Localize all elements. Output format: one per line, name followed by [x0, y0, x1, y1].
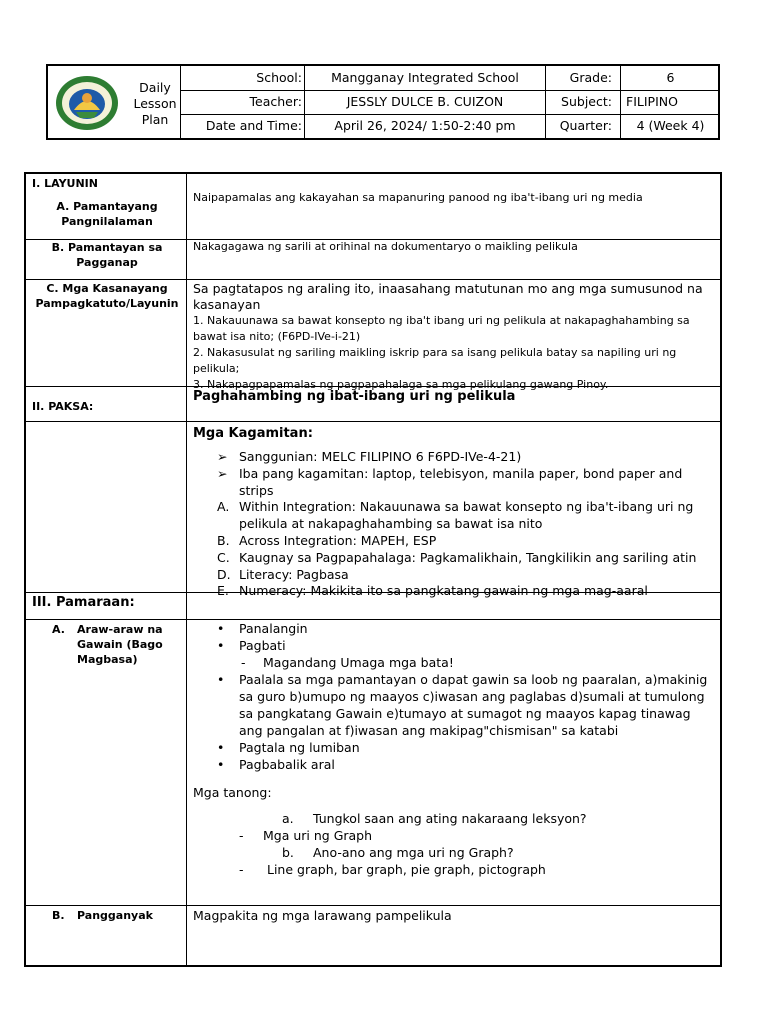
tanong-answer-text: Mga uri ng Graph	[263, 828, 373, 843]
datetime-value: April 26, 2024/ 1:50-2:40 pm	[334, 118, 516, 133]
school-logo-icon	[54, 74, 120, 132]
teacher-value: JESSLY DULCE B. CUIZON	[346, 94, 504, 109]
pangganyak-label: Pangganyak	[77, 909, 153, 922]
araw-araw-na-gawain-label: Araw-araw na Gawain (Bago Magbasa)	[77, 623, 163, 666]
kasanayan-item-1: 1. Nakauunawa sa bawat konsepto ng iba't ibang uri ng pelikula at nakapaghahambing sa bawat isa nito; (F6PD-IVe-i-21)	[193, 314, 690, 343]
arrow-bullet-icon: ➢	[217, 449, 228, 464]
gawain-text: Panalangin	[239, 621, 308, 636]
title-line-3: Plan	[141, 112, 169, 127]
integration-item	[193, 583, 713, 600]
list-marker: A.	[217, 499, 230, 515]
kagamitan-item	[193, 466, 713, 500]
title-line-2: Lesson	[133, 96, 177, 111]
grade-value: 6	[666, 70, 675, 85]
gawain-text: Magandang Umaga mga bata!	[263, 655, 454, 670]
integration-item-text: Within Integration: Nakauunawa sa bawat konsepto ng iba't-ibang uri ng pelikula at nakapaghahambing sa bawat isa nito	[239, 499, 694, 532]
header-table	[46, 64, 720, 140]
row-divider-2	[26, 279, 720, 280]
tanong-item	[193, 844, 715, 861]
dash-icon: -	[241, 655, 246, 670]
lesson-plan-table	[24, 172, 722, 967]
teacher-label: Teacher:	[249, 94, 302, 109]
paksa-title: Paghahambing ng ibat-ibang uri ng pelikula	[193, 389, 516, 404]
pamantayan-pagganap-text: Nakagagawa ng sarili at orihinal na dokumentaryo o maikling pelikula	[193, 240, 578, 253]
subject-label: Subject:	[561, 94, 612, 109]
layunin-section-label: I. LAYUNIN	[32, 177, 98, 190]
integration-item-text: Across Integration: MAPEH, ESP	[239, 532, 437, 548]
bullet-icon: •	[217, 740, 225, 755]
integration-item	[193, 499, 713, 533]
school-label: School:	[256, 70, 302, 85]
gawain-bullet	[193, 739, 715, 756]
bullet-icon: •	[217, 621, 225, 636]
kasanayan-intro: Sa pagtatapos ng araling ito, inaasahang matutunan mo ang mga sumusunod na kasanayan	[193, 281, 703, 312]
grade-label: Grade:	[569, 70, 612, 85]
list-marker: D.	[217, 566, 231, 582]
subject-value: FILIPINO	[626, 94, 678, 109]
bullet-icon: •	[217, 638, 225, 653]
pamantayang-pangnilalaman-text: Naipapamalas ang kakayahan sa mapanuring panood ng iba't-ibang uri ng media	[193, 191, 643, 204]
pamaraan-a-marker: A.	[52, 623, 65, 636]
datetime-label: Date and Time:	[205, 118, 302, 133]
bullet-icon: •	[217, 757, 225, 772]
kagamitan-list	[193, 449, 713, 600]
title-line-1: Daily	[139, 80, 171, 95]
pamantayang-pangnilalaman-label: A. Pamantayang Pangnilalaman	[56, 200, 158, 228]
kagamitan-item-text: Sanggunian: MELC FILIPINO 6 F6PD-IVe-4-21)	[239, 449, 522, 464]
kagamitan-item-text: Iba pang kagamitan: laptop, telebisyon, manila paper, bond paper and strips	[239, 465, 683, 498]
kasanayang-pampagkatuto-content	[193, 281, 715, 393]
tanong-item	[193, 810, 715, 827]
gawain-text: Paalala sa mga pamantayan o dapat gawin sa loob ng paaralan, a)makinig sa guro b)umupo ng maayos c)iwasan ang paglabas d)sumali at tumulong sa pangkatang Gawain e)tumayo at sumagot ng maayos kapag tinawag ang pangalan at f)iwasan ang makipag"chismisan" sa katabi	[239, 672, 708, 738]
quarter-value: 4 (Week 4)	[636, 118, 705, 133]
pamaraan-b-marker: B.	[52, 909, 65, 922]
integration-item-text: Numeracy: Makikita ito sa pangkatang gawain ng mga mag-aaral	[239, 583, 648, 599]
dash-icon: -	[239, 862, 244, 877]
pangganyak-text: Magpakita ng mga larawang pampelikula	[193, 908, 452, 923]
gawain-text: Pagtala ng lumiban	[239, 740, 360, 755]
kasanayang-pampagkatuto-label: C. Mga Kasanayang Pampagkatuto/Layunin	[35, 282, 179, 310]
gawain-bullet	[193, 620, 715, 637]
list-marker: b.	[282, 845, 294, 860]
mga-tanong-label: Mga tanong:	[193, 785, 272, 800]
kagamitan-label: Mga Kagamitan:	[193, 426, 313, 441]
school-value: Mangganay Integrated School	[331, 70, 519, 85]
list-marker: E.	[217, 583, 229, 599]
integration-item-text: Kaugnay sa Pagpapahalaga: Pagkamalikhain, Tangkilikin ang sariling atin	[239, 549, 697, 565]
gawain-content	[193, 620, 715, 773]
header-logo-cell	[48, 66, 181, 138]
tanong-text: Tungkol saan ang ating nakaraang leksyon?	[313, 811, 587, 826]
list-marker: C.	[217, 549, 230, 565]
kasanayan-item-3: 3. Nakapagpapamalas ng pagpapahalaga sa mga pelikulang gawang Pinoy.	[193, 378, 609, 391]
row-divider-7	[26, 905, 720, 906]
integration-item	[193, 550, 713, 567]
integration-item	[193, 567, 713, 584]
integration-item-text: Literacy: Pagbasa	[239, 566, 349, 582]
list-marker: a.	[282, 811, 294, 826]
kagamitan-item	[193, 449, 713, 466]
tanong-list	[193, 810, 715, 878]
row-divider-4	[26, 421, 720, 422]
bullet-icon: •	[217, 672, 225, 687]
kasanayan-item-2: 2. Nakasusulat ng sariling maikling iskrip para sa isang pelikula batay sa napiling uri ng pelikula;	[193, 346, 677, 375]
gawain-text: Pagbati	[239, 638, 286, 653]
list-marker: B.	[217, 532, 230, 548]
dash-icon: -	[239, 828, 244, 843]
tanong-answer-text: Line graph, bar graph, pie graph, pictograph	[267, 862, 546, 877]
gawain-bullet	[193, 637, 715, 654]
tanong-answer	[193, 827, 715, 844]
tanong-text: Ano-ano ang mga uri ng Graph?	[313, 845, 514, 860]
gawain-bullet	[193, 671, 715, 739]
quarter-label: Quarter:	[559, 118, 612, 133]
gawain-dash-item	[193, 654, 715, 671]
pamantayan-pagganap-label: B. Pamantayan sa Pagganap	[51, 241, 163, 269]
daily-lesson-plan-title	[132, 80, 178, 128]
gawain-bullet	[193, 756, 715, 773]
paksa-label: II. PAKSA:	[32, 400, 94, 413]
tanong-answer	[193, 861, 715, 878]
pamaraan-label: III. Pamaraan:	[32, 595, 135, 610]
gawain-text: Pagbabalik aral	[239, 757, 335, 772]
integration-item	[193, 533, 713, 550]
arrow-bullet-icon: ➢	[217, 465, 228, 481]
column-divider	[186, 174, 187, 965]
